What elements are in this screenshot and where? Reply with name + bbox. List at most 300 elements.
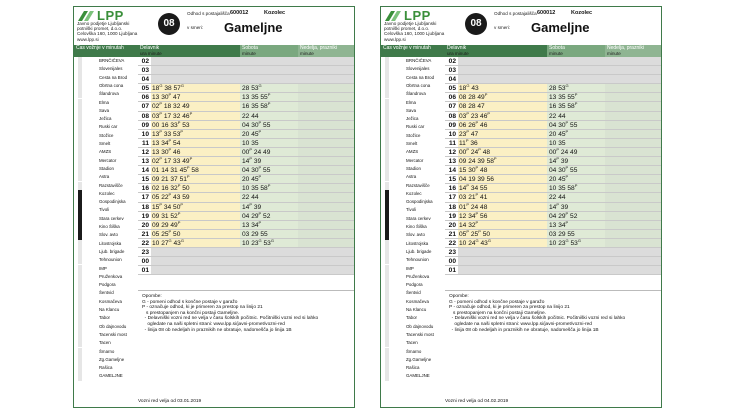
weekday-minutes: $15^P$ 34 $50^P$: [151, 203, 240, 211]
route-bar-segment: [385, 90, 389, 98]
route-bar-segment: [385, 331, 389, 339]
sunday-minutes: [605, 248, 661, 256]
timetable-row: [138, 230, 354, 239]
stop-item: [74, 248, 138, 256]
hour-cell: 15: [141, 176, 149, 184]
note-line: G - pomeni odhod s končne postaje v garažo: [449, 299, 545, 305]
saturday-minutes: [240, 248, 298, 256]
hour-cell: 13: [448, 158, 456, 166]
stop-name: Astra: [99, 174, 110, 180]
stop-name: Podgora: [406, 282, 423, 288]
stop-item: [381, 99, 445, 107]
stop-item: [74, 132, 138, 140]
route-bar-segment: [385, 298, 389, 306]
saturday-minutes: [240, 266, 298, 274]
saturday-minutes: [547, 248, 605, 256]
stop-name: Pruženkova: [406, 273, 430, 279]
sunday-minutes: [298, 84, 354, 92]
note-line: s prestopanjem na končni postaji Gameljne.: [142, 310, 240, 316]
saturday-minutes: [240, 57, 298, 65]
weekday-minutes: 13 $30^P$ 47: [151, 93, 240, 101]
sunday-minutes: [605, 203, 661, 211]
route-bar-segment: [78, 132, 82, 140]
col-weekday-header: [445, 45, 547, 57]
timetable-row: [138, 112, 354, 121]
stop-name: Astra: [406, 174, 417, 180]
saturday-minutes: [547, 75, 605, 83]
direction-label: v smeri:: [187, 25, 204, 30]
stop-item: [381, 148, 445, 156]
route-bar-segment: [385, 115, 389, 123]
saturday-minutes: [547, 266, 605, 274]
saturday-minutes: [240, 66, 298, 74]
stop-name: Kosmačeva: [406, 298, 429, 304]
saturday-minutes: 03 29 55: [240, 230, 298, 238]
hour-cell: 22: [448, 239, 456, 247]
sub-hours: ura: [447, 51, 454, 56]
weekday-minutes: [458, 66, 547, 74]
stop-name: Tacen: [99, 340, 111, 346]
weekday-minutes: $02^P$ 17 33 $49^P$: [151, 157, 240, 165]
weekday-minutes: [151, 248, 240, 256]
weekday-minutes: 15 $30^P$ 48: [458, 166, 547, 174]
saturday-minutes: 10 35 $58^P$: [240, 184, 298, 192]
hour-cell: 03: [448, 67, 456, 75]
saturday-minutes: $14^P$ 39: [547, 157, 605, 165]
company-line: Javno podjetje Ljubljanski: [77, 21, 130, 26]
weekday-minutes: 00 16 $33^P$ 53: [151, 121, 240, 129]
hour-cell: 18: [448, 203, 456, 211]
sunday-minutes: [605, 212, 661, 220]
stop-item: [381, 289, 445, 297]
timetable-row: [445, 266, 661, 275]
col-saturday-sub: minute: [242, 51, 256, 56]
stop-item: [381, 298, 445, 306]
saturday-minutes: 04 $30^P$ 55: [547, 121, 605, 129]
sunday-minutes: [605, 130, 661, 138]
stop-item: [381, 240, 445, 248]
stop-name: Stožice: [99, 132, 114, 138]
stop-item: [74, 298, 138, 306]
line-number-badge: 08: [465, 13, 487, 35]
timetable-row: [138, 93, 354, 102]
stop-item: [381, 206, 445, 214]
stop-name: Razstavišče: [406, 182, 430, 188]
stop-name: Cesta na Brod: [406, 74, 435, 80]
timetable-row: [445, 75, 661, 84]
route-bar-segment: [78, 57, 82, 65]
sub-hours: ura: [140, 51, 147, 56]
sunday-minutes: [605, 84, 661, 92]
timetable-row: [138, 121, 354, 130]
col-stops-header: Čas vožnje v minutah: [74, 45, 138, 57]
hour-cell: 14: [448, 167, 456, 175]
stop-item: [74, 306, 138, 314]
timetable-row: [138, 75, 354, 84]
stop-item: [381, 182, 445, 190]
route-bar-segment: [78, 265, 82, 273]
route-bar-segment: [78, 115, 82, 123]
stop-name: Zg.Gameljne: [406, 356, 432, 362]
route-bar-segment: [385, 281, 389, 289]
weekday-minutes: $11^P$ 36: [458, 139, 547, 147]
route-bar-segment: [385, 132, 389, 140]
stop-name: Elma: [406, 99, 417, 105]
stop-item: [74, 115, 138, 123]
stop-name: Slovenijales: [99, 66, 123, 72]
stop-item: [381, 231, 445, 239]
route-bar-segment: [78, 99, 82, 107]
route-bar-segment: [78, 215, 82, 223]
route-bar-segment: [385, 198, 389, 206]
stop-name: BRNČIČEVA: [99, 58, 125, 63]
stop-name: Tacen: [406, 340, 418, 346]
route-bar-segment: [385, 231, 389, 239]
company-line: potniški promet, d.o.o.: [384, 26, 430, 32]
timetable-row: [445, 139, 661, 148]
note-line: Opombe:: [449, 294, 469, 299]
departure-code: 600012: [230, 10, 249, 16]
stop-item: [74, 165, 138, 173]
route-bar-segment: [78, 348, 82, 356]
departure-name: Kozolec: [264, 10, 286, 16]
saturday-minutes: 28 $53^G$: [547, 84, 605, 92]
weekday-minutes: 13 $34^P$ 54: [151, 139, 240, 147]
stop-name: Slov. avto: [99, 232, 118, 238]
weekday-minutes: 03 $21^P$ 41: [458, 193, 547, 201]
stop-name: Šlandrova: [99, 91, 119, 97]
saturday-minutes: 10 35: [547, 139, 605, 147]
route-bar-segment: [78, 107, 82, 115]
route-bar-segment: [78, 148, 82, 156]
weekday-minutes: 05 $22^P$ 43 59: [151, 193, 240, 201]
stop-item: [74, 273, 138, 281]
stop-name: GAMELJNE: [99, 373, 123, 379]
route-bar-segment: [78, 273, 82, 281]
sunday-minutes: [605, 93, 661, 101]
saturday-minutes: 16 35 $58^P$: [240, 102, 298, 110]
hour-cell: 00: [141, 258, 149, 266]
route-bar-segment: [78, 140, 82, 148]
stop-name: Ruski car: [406, 124, 425, 130]
stop-item: [74, 99, 138, 107]
saturday-minutes: 20 $45^P$: [547, 175, 605, 183]
stop-name: Stara cerkev: [406, 215, 431, 221]
sunday-minutes: [605, 175, 661, 183]
stop-item: [381, 331, 445, 339]
sheet-header: [74, 7, 354, 43]
timetable-row: [445, 230, 661, 239]
sunday-minutes: [298, 66, 354, 74]
stop-item: [381, 223, 445, 231]
sunday-minutes: [605, 66, 661, 74]
sunday-minutes: [605, 112, 661, 120]
stop-item: [74, 281, 138, 289]
stop-name: Stadion: [406, 165, 421, 171]
saturday-minutes: 20 $45^P$: [240, 175, 298, 183]
logo-text: LPP: [404, 8, 431, 23]
route-bar-segment: [78, 206, 82, 214]
departure-code: 600012: [537, 10, 556, 16]
stop-name: IMP: [406, 265, 414, 271]
sunday-minutes: [298, 148, 354, 156]
stop-name: Zg.Gameljne: [99, 356, 125, 362]
stop-name: Smelt: [406, 141, 418, 146]
col-weekday-sub: [140, 51, 240, 56]
hour-cell: 23: [141, 248, 149, 256]
stop-name: Smelt: [99, 141, 111, 146]
timetable-row: [445, 121, 661, 130]
saturday-minutes: 10 $23^G$ $53^G$: [240, 239, 298, 247]
stop-item: [74, 157, 138, 165]
sunday-minutes: [605, 221, 661, 229]
timetable-row: [138, 157, 354, 166]
timetable-row: [138, 239, 354, 248]
company-line: potniški promet, d.o.o.: [77, 26, 123, 32]
col-saturday-sub: minute: [549, 51, 563, 56]
col-saturday-title: Sobota: [549, 45, 565, 51]
col-stops-header: Čas vožnje v minutah: [381, 45, 445, 57]
hour-cell: 08: [448, 112, 456, 120]
stop-item: [381, 165, 445, 173]
route-bar-segment: [78, 240, 82, 248]
stop-item: [381, 348, 445, 356]
hour-cell: 01: [141, 267, 149, 275]
col-sunday-header: [298, 45, 354, 57]
validity-footer: Vozni red velja od 03.01.2019: [138, 399, 202, 404]
timetable-row: [445, 148, 661, 157]
stop-item: [74, 331, 138, 339]
stop-name: Ljub. brigade: [99, 248, 125, 254]
hour-cell: 21: [141, 230, 149, 238]
stop-name: Na Klancu: [406, 307, 427, 312]
saturday-minutes: [240, 257, 298, 265]
stop-item: [381, 190, 445, 198]
sunday-minutes: [605, 121, 661, 129]
weekday-minutes: 09 24 39 $58^P$: [458, 157, 547, 165]
timetable-row: [445, 112, 661, 121]
weekday-minutes: 05 $25^P$ 50: [151, 230, 240, 238]
note-line: G - pomeni odhod s končne postaje v garažo: [142, 299, 238, 305]
note-line: - Delavniški vozni red ne velja v času šolskih počitnic. Počitniški vozni red si lahko: [142, 316, 319, 322]
sunday-minutes: [298, 57, 354, 65]
route-bar-segment: [385, 323, 389, 331]
sunday-minutes: [298, 239, 354, 247]
weekday-minutes: 06 $26^P$ 46: [458, 121, 547, 129]
stop-item: [74, 339, 138, 347]
col-sunday-sub: minute: [607, 51, 621, 56]
col-saturday-header: [547, 45, 605, 57]
weekday-minutes: [151, 66, 240, 74]
sunday-minutes: [605, 139, 661, 147]
route-bar-segment: [78, 231, 82, 239]
stop-name: Mercator: [99, 157, 117, 163]
weekday-minutes: 10 $24^G$ $43^G$: [458, 239, 547, 247]
stop-name: Tacenski most: [99, 331, 127, 337]
route-bar-segment: [78, 74, 82, 82]
weekday-minutes: 09 29 $49^P$: [151, 221, 240, 229]
timetable-row: [445, 221, 661, 230]
hour-cell: 11: [142, 139, 149, 147]
sunday-minutes: [298, 203, 354, 211]
stop-item: [381, 356, 445, 364]
col-sunday-sub: minute: [300, 51, 314, 56]
stop-name: Sava: [99, 107, 110, 113]
route-bar-segment: [78, 331, 82, 339]
route-bar-segment: [78, 90, 82, 98]
sunday-minutes: [298, 257, 354, 265]
timetable-row: [445, 257, 661, 266]
route-bar-segment: [385, 182, 389, 190]
hour-cell: 10: [141, 130, 149, 138]
stop-name: Litostrojska: [406, 240, 429, 246]
saturday-minutes: [547, 57, 605, 65]
sunday-minutes: [605, 257, 661, 265]
stop-item: [74, 265, 138, 273]
saturday-minutes: 10 35 $58^P$: [547, 184, 605, 192]
stop-item: [74, 231, 138, 239]
weekday-minutes: $03^P$ 23 $46^P$: [458, 112, 547, 120]
stop-name: Stadion: [99, 165, 114, 171]
route-bar-segment: [78, 306, 82, 314]
stop-name: BRNČIČEVA: [406, 58, 432, 63]
stop-item: [74, 215, 138, 223]
timetable-row: [138, 248, 354, 257]
route-bar-segment: [385, 265, 389, 273]
route-bar-segment: [78, 281, 82, 289]
route-bar-segment: [78, 123, 82, 131]
route-bar-segment: [385, 289, 389, 297]
hour-cell: 19: [141, 212, 149, 220]
stop-item: [381, 281, 445, 289]
stop-item: [381, 265, 445, 273]
stop-name: Tehnounion: [406, 257, 429, 263]
saturday-minutes: 13 $34^P$: [547, 221, 605, 229]
stop-item: [74, 190, 138, 198]
saturday-minutes: 16 35 $58^P$: [547, 102, 605, 110]
saturday-minutes: $14^P$ 39: [240, 203, 298, 211]
stop-item: [74, 314, 138, 322]
stop-item: [74, 107, 138, 115]
hour-cell: 04: [141, 76, 149, 84]
hour-cell: 09: [141, 121, 149, 129]
timetable-row: [138, 184, 354, 193]
route-bar-segment: [78, 223, 82, 231]
sunday-minutes: [605, 57, 661, 65]
sunday-minutes: [605, 166, 661, 174]
saturday-minutes: 28 $53^G$: [240, 84, 298, 92]
hour-cell: 03: [141, 67, 149, 75]
weekday-minutes: $14^P$ 34 55: [458, 184, 547, 192]
timetable-row: [445, 248, 661, 257]
note-line: - linija 08 ob nedeljah in praznikih ne obratuje, nadomešča jo linija 1B: [449, 327, 599, 333]
hour-cell: 17: [141, 194, 149, 202]
stop-item: [74, 223, 138, 231]
route-bar-segment: [385, 339, 389, 347]
timetable-row: [138, 257, 354, 266]
hour-cell: 12: [448, 148, 456, 156]
saturday-minutes: $00^P$ 24 49: [240, 148, 298, 156]
route-bar-segment: [78, 356, 82, 364]
sunday-minutes: [298, 121, 354, 129]
weekday-minutes: 08 28 47: [458, 102, 547, 110]
route-bar-segment: [78, 82, 82, 90]
timetable-row: [445, 166, 661, 175]
sunday-minutes: [298, 212, 354, 220]
hour-cell: 09: [448, 121, 456, 129]
saturday-minutes: 04 $30^P$ 55: [547, 166, 605, 174]
stop-item: [381, 339, 445, 347]
route-bar-segment: [385, 157, 389, 165]
stop-item: [381, 306, 445, 314]
timetable-sheet-right: [380, 6, 662, 408]
hour-cell: 10: [448, 130, 456, 138]
route-bar-segment: [385, 148, 389, 156]
weekday-minutes: 14 $32^P$: [458, 221, 547, 229]
saturday-minutes: 04 $30^P$ 55: [240, 166, 298, 174]
stop-item: [74, 198, 138, 206]
stops-list: [74, 57, 138, 379]
stop-item: [381, 256, 445, 264]
stop-item: [74, 182, 138, 190]
stop-name: Ježica: [99, 116, 112, 122]
sunday-minutes: [298, 93, 354, 101]
weekday-minutes: [151, 257, 240, 265]
route-bar-segment: [385, 240, 389, 248]
sub-minutes: minute: [147, 51, 162, 56]
stop-name: Kozolec: [406, 190, 422, 196]
route-bar-segment: [78, 182, 82, 190]
stop-item: [381, 215, 445, 223]
route-bar-segment: [78, 190, 82, 198]
weekday-minutes: [151, 57, 240, 65]
sunday-minutes: [298, 112, 354, 120]
timetable-row: [445, 66, 661, 75]
route-bar-segment: [78, 314, 82, 322]
stop-item: [74, 348, 138, 356]
saturday-minutes: $14^P$ 39: [547, 203, 605, 211]
hour-cell: 19: [448, 212, 456, 220]
stop-name: Mercator: [406, 157, 424, 163]
sunday-minutes: [298, 175, 354, 183]
stop-item: [381, 248, 445, 256]
stop-name: Sava: [406, 107, 417, 113]
stop-item: [381, 157, 445, 165]
stops-list: [381, 57, 445, 379]
stop-name: Tabor: [99, 315, 110, 321]
stop-name: Ob dajnovodu: [99, 323, 127, 329]
stop-item: [381, 314, 445, 322]
stop-name: Ljub. brigade: [406, 248, 432, 254]
sunday-minutes: [298, 230, 354, 238]
sunday-minutes: [298, 193, 354, 201]
timetable-row: [445, 212, 661, 221]
saturday-minutes: [547, 66, 605, 74]
col-weekday-sub: [447, 51, 547, 56]
sunday-minutes: [298, 266, 354, 274]
timetable-grid: [445, 57, 661, 275]
col-sunday-title: Nedelja, prazniki: [300, 45, 337, 51]
stop-name: Tivoli: [99, 207, 110, 213]
stop-item: [74, 123, 138, 131]
stop-item: [74, 140, 138, 148]
saturday-minutes: 22 44: [547, 193, 605, 201]
col-weekday-title: Delavnik: [447, 45, 467, 51]
route-bar-segment: [78, 65, 82, 73]
direction-name: Gameljne: [224, 20, 283, 35]
saturday-minutes: $00^P$ 24 49: [547, 148, 605, 156]
col-saturday-header: [240, 45, 298, 57]
